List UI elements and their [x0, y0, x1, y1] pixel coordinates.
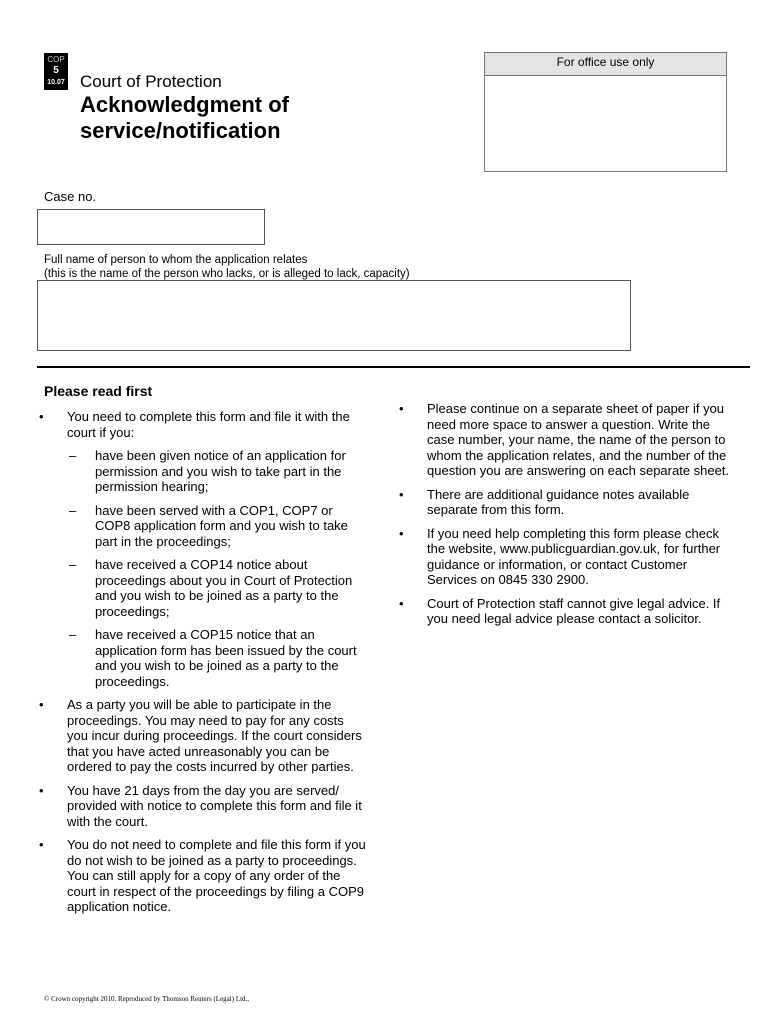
court-name: Court of Protection [80, 72, 222, 91]
bullet-icon: • [39, 409, 44, 424]
copyright-notice: © Crown copyright 2010. Reproduced by Thomson Reuters (Legal) Ltd., [44, 995, 250, 1003]
please-read-heading: Please read first [44, 383, 153, 399]
list-item [37, 837, 367, 915]
office-use-box [484, 52, 727, 172]
bullet-icon: • [39, 837, 44, 852]
sub-item-text: have been served with a COP1, COP7 or COP8 application form and you wish to take part in the proceedings; [95, 502, 348, 549]
person-name-field[interactable] [37, 280, 631, 351]
bullet-icon: • [399, 595, 404, 611]
instructions-left-column [37, 409, 367, 923]
list-item [37, 783, 367, 830]
form-code-badge [44, 53, 68, 90]
bullet-icon: • [399, 401, 404, 416]
badge-code: COP [47, 55, 65, 64]
office-use-label: For office use only [485, 53, 726, 76]
dash-icon: – [69, 557, 77, 572]
case-no-label: Case no. [44, 189, 97, 204]
list-item [397, 526, 732, 588]
list-item [397, 596, 732, 627]
bullet-text: There are additional guidance notes available separate from this form. [427, 486, 690, 517]
bullet-text: Please continue on a separate sheet of paper if you need more space to answer a question. Write the case number, your name, the name of the person to whom the application relates, and the number of the question you are answering on each separate sheet. [427, 401, 730, 478]
bullet-text: Court of Protection staff cannot give legal advice. If you need legal advice please contact a solicitor. [427, 595, 721, 626]
bullet-text: You need to complete this form and file it with the court if you: [67, 409, 350, 440]
dash-icon: – [69, 502, 77, 518]
bullet-text: You do not need to complete and file this form if you do not wish to be joined as a party to proceedings. You can still apply for a copy of any order of the court in respect of the proceedings by filing a COP9 application notice. [67, 837, 366, 914]
bullet-icon: • [39, 697, 44, 712]
sub-list-item [67, 503, 367, 550]
form-title: Acknowledgment of service/notification [80, 92, 290, 143]
sub-list-item [67, 557, 367, 619]
sub-list-item [67, 448, 367, 495]
bullet-icon: • [399, 486, 404, 502]
bullet-text: If you need help completing this form please check the website, www.publicguardian.gov.uk, for further guidance or information, or contact Customer Services on 0845 330 2900. [427, 525, 721, 587]
bullet-text: As a party you will be able to participate in the proceedings. You may need to pay for any costs you incur during proceedings. If the court considers that you have acted unreasonably you can be ordered to pay the costs incurred by other parties. [67, 697, 362, 774]
bullet-icon: • [39, 782, 44, 798]
badge-number: 5 [53, 65, 59, 76]
bullet-icon: • [399, 525, 404, 541]
list-item [37, 697, 367, 775]
case-no-field[interactable] [37, 209, 265, 245]
sub-item-text: have been given notice of an application for permission and you wish to take part in the permission hearing; [95, 448, 346, 494]
bullet-text: You have 21 days from the day you are served/ provided with notice to complete this form and file it with the court. [67, 782, 362, 829]
list-item [397, 401, 732, 479]
sub-item-text: have received a COP14 notice about proceedings about you in Court of Protection and you wish to be joined as a party to the proceedings; [95, 557, 353, 619]
dash-icon: – [69, 448, 77, 463]
person-name-label: Full name of person to whom the application relates [44, 254, 308, 266]
sub-list-item [67, 627, 367, 689]
sub-item-text: have received a COP15 notice that an application form has been issued by the court and you wish to be joined as a party to the proceedings. [95, 627, 357, 689]
instructions-right-column [397, 401, 732, 635]
list-item [397, 487, 732, 518]
dash-icon: – [69, 627, 77, 642]
badge-version: 10.07 [47, 79, 65, 86]
section-divider [37, 366, 750, 368]
list-item [37, 409, 367, 689]
person-name-sublabel: (this is the name of the person who lacks, or is alleged to lack, capacity) [44, 268, 410, 280]
